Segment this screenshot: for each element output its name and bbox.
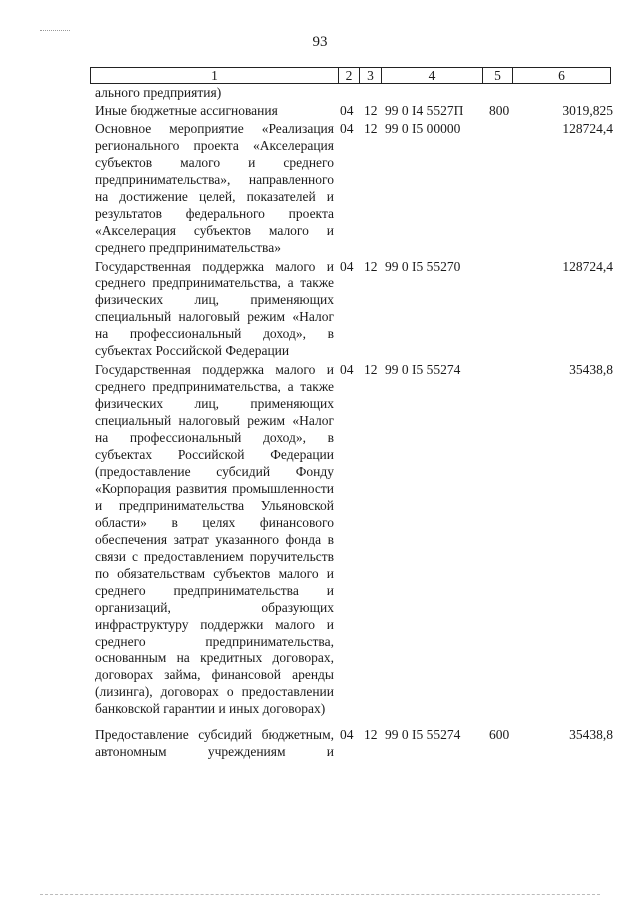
- row-razdel: 04: [340, 362, 354, 378]
- row-razdel: 04: [340, 120, 354, 136]
- row-name: ального предприятия): [95, 85, 222, 100]
- table-row: [95, 103, 615, 120]
- table-row: [95, 85, 615, 102]
- row-summa: [513, 85, 613, 102]
- row-podrazdel: 12: [364, 102, 378, 118]
- row-vr: [489, 362, 513, 718]
- row-codes: [334, 85, 513, 102]
- row-razdel: 04: [340, 258, 354, 274]
- row-vr: 800: [489, 102, 510, 118]
- scan-edge-line: [40, 894, 600, 895]
- row-codes: [334, 362, 513, 718]
- row-summa: 35438,8: [569, 362, 613, 378]
- row-podrazdel: 12: [364, 258, 378, 274]
- header-col-5: 5: [483, 68, 513, 83]
- row-csr: 99 0 I5 55270: [385, 258, 461, 274]
- row-csr: [385, 85, 489, 102]
- header-col-1: 1: [91, 68, 339, 83]
- row-podrazdel: 12: [364, 727, 378, 743]
- row-codes: [334, 121, 513, 257]
- scan-mark: [40, 30, 70, 31]
- row-razdel: 04: [340, 727, 354, 743]
- header-col-3: 3: [360, 68, 382, 83]
- row-name: Государственная поддержка малого и среднего предпринимательства, а также физических лиц, применяющих специальный налоговый режим «Налог на профессиональный доход», в субъектах Российской Федерации: [95, 258, 334, 359]
- table-header: [90, 67, 611, 84]
- row-csr: 99 0 I4 5527П: [385, 102, 464, 118]
- row-vr: [489, 259, 513, 361]
- row-name: Предоставление субсидий бюджетным, автономным учреждениям и: [95, 727, 334, 760]
- row-name: Основное мероприятие «Реализация регионального проекта «Акселерация субъектов малого и среднего предпринимательства», направленного на достижение целей, показателей и результатов федерального проекта «Акселерация субъектов малого и среднего предпринимательства»: [95, 120, 334, 255]
- row-codes: [334, 103, 513, 120]
- row-razdel: [340, 85, 364, 102]
- table-row: [95, 362, 615, 718]
- row-csr: 99 0 I5 55274: [385, 362, 461, 378]
- row-name: Государственная поддержка малого и среднего предпринимательства, а также физических лиц, применяющих специальный налоговый режим «Налог на профессиональный доход», в субъектах Российской Федерации (предоставление субсидий Фонду «Корпорация развития промышленности и предпринимательства Ульяновской области» в целях финансового обеспечения затрат указанного фонда в связи с предоставлением поручительств по обязательствам субъектов малого и среднего предпринимательства и организаций, образующих инфраструктуру поддержки малого и среднего предпринимательства, основанным на кредитных договорах, договорах займа, финансовой аренды (лизинга), договорах о предоставлении банковской гарантии и иных договорах): [95, 362, 334, 717]
- row-csr: 99 0 I5 55274: [385, 727, 461, 743]
- table-row: [95, 121, 615, 257]
- row-podrazdel: 12: [364, 120, 378, 136]
- header-col-4: 4: [382, 68, 483, 83]
- row-csr: 99 0 I5 00000: [385, 120, 461, 136]
- row-codes: [334, 727, 513, 761]
- row-podrazdel: 12: [364, 362, 378, 378]
- row-vr: [489, 121, 513, 257]
- row-summa: 128724,4: [562, 120, 613, 136]
- row-vr: [489, 85, 513, 102]
- header-col-2: 2: [339, 68, 360, 83]
- table-body: [95, 85, 615, 761]
- table-row: [95, 259, 615, 361]
- header-col-6: 6: [558, 68, 565, 83]
- row-name: Иные бюджетные ассигнования: [95, 102, 278, 118]
- row-summa: 3019,825: [562, 102, 613, 118]
- table-row: [95, 727, 615, 761]
- row-podrazdel: [364, 85, 385, 102]
- row-summa: 128724,4: [562, 258, 613, 274]
- row-codes: [334, 259, 513, 361]
- row-razdel: 04: [340, 102, 354, 118]
- row-vr: 600: [489, 727, 510, 743]
- row-summa: 35438,8: [569, 727, 613, 743]
- page-number: 93: [312, 34, 328, 50]
